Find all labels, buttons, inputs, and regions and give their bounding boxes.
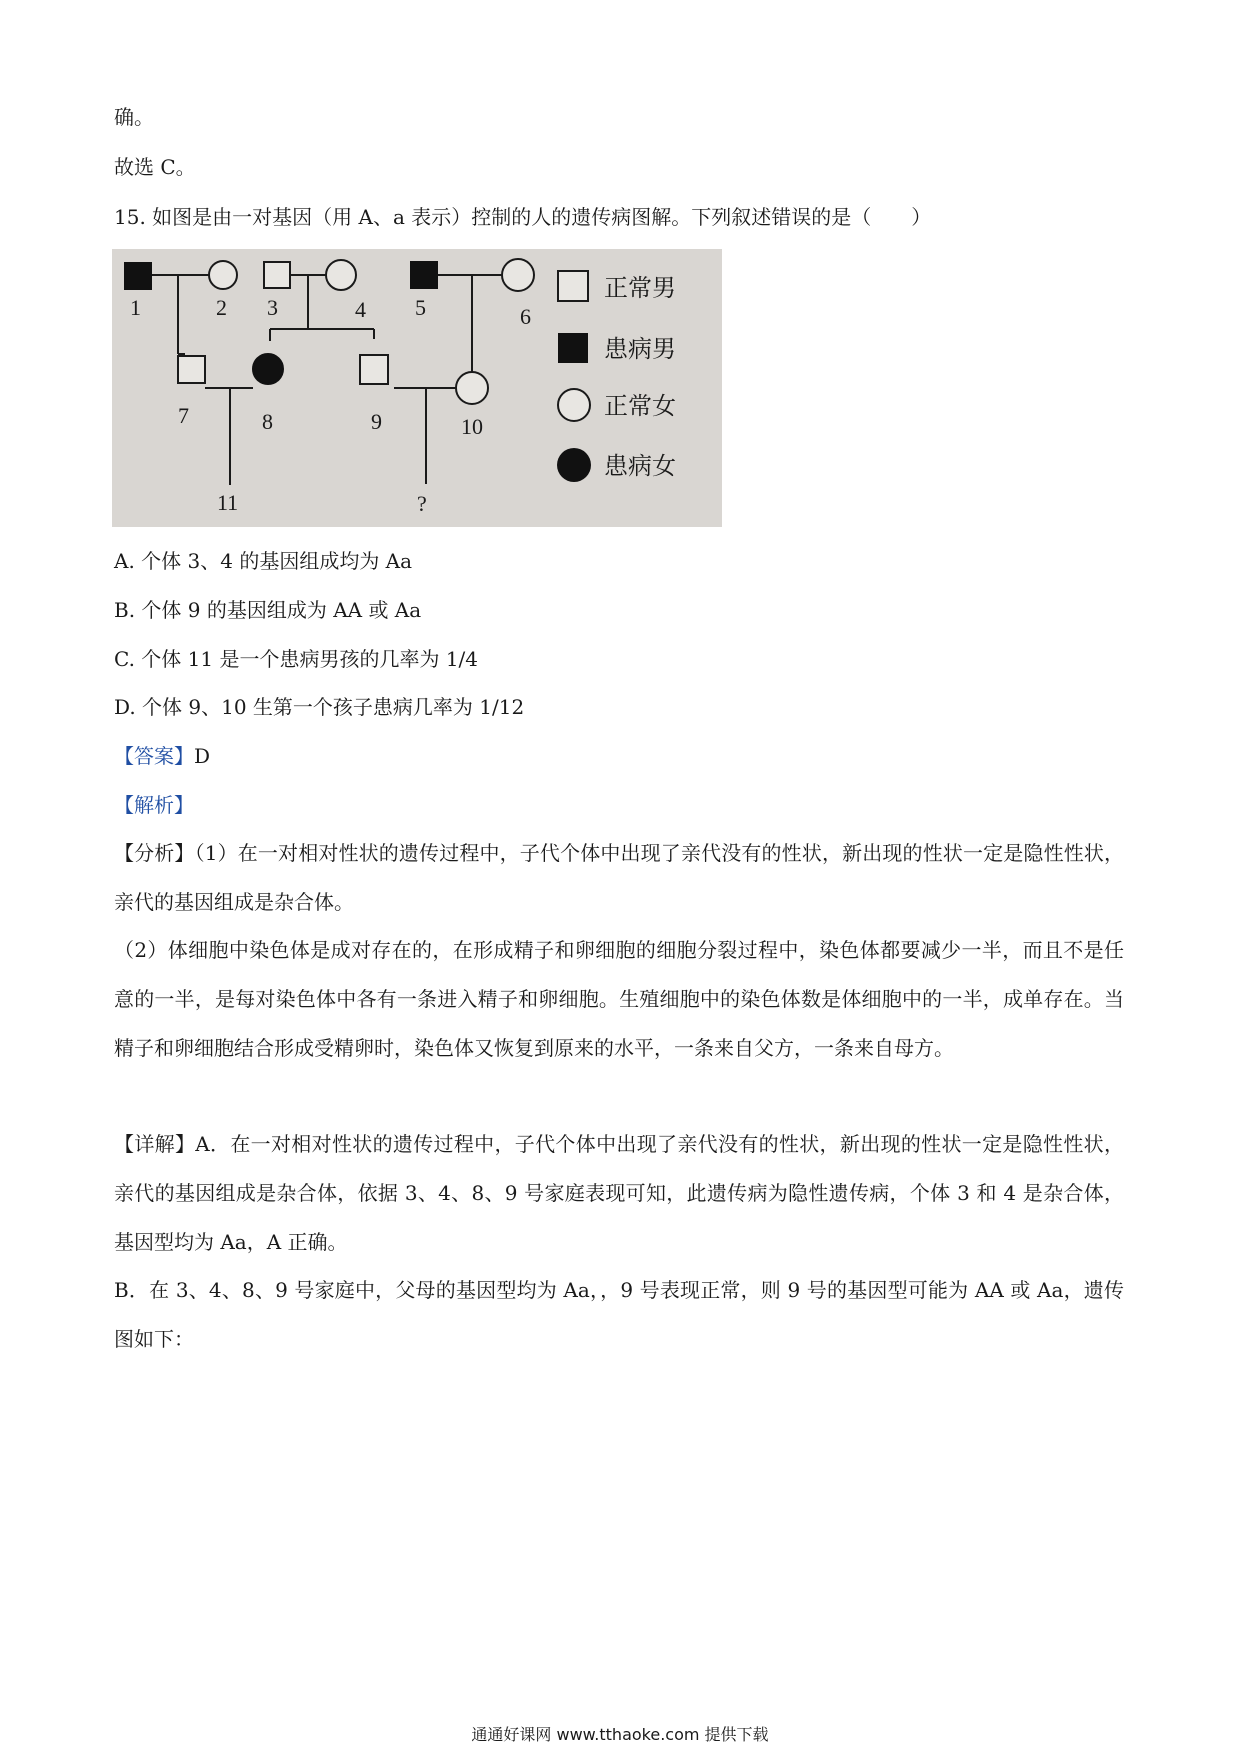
detail-paragraph-a	[114, 1120, 1124, 1267]
analysis-paragraph-1	[114, 829, 1124, 927]
analysis-head: 【分析】	[114, 841, 195, 865]
pedigree-label-6: 6	[520, 304, 531, 329]
legend-normal-female-label: 正常女	[604, 392, 676, 420]
analysis-label: 【解析】	[114, 793, 194, 817]
pedigree-individual-9-normal-male	[360, 355, 388, 384]
pedigree-label-11: 11	[217, 490, 239, 515]
pedigree-label-4: 4	[355, 297, 366, 322]
pedigree-label-8: 8	[262, 409, 273, 434]
pedigree-label-3: 3	[267, 295, 278, 320]
pedigree-individual-2-normal-female	[209, 261, 237, 289]
pedigree-individual-7-normal-male	[178, 356, 205, 383]
pedigree-individual-5-affected-male	[411, 262, 437, 288]
legend-affected-male-icon	[558, 333, 588, 363]
pedigree-individual-10-normal-female	[456, 372, 488, 404]
pedigree-individual-3-normal-male	[264, 262, 290, 288]
pedigree-label-9: 9	[371, 409, 382, 434]
legend-normal-female-icon	[558, 389, 590, 421]
detail-text-a: A．在一对相对性状的遗传过程中，子代个体中出现了亲代没有的性状，新出现的性状一定是隐性性状，亲代的基因组成是杂合体，依据 3、4、8、9 号家庭表现可知，此遗传病为隐性遗传病，个体 3 和 4 是杂合体，基因型均为 Aa，A 正确。	[114, 1132, 1125, 1254]
analysis-paragraph-2: （2）体细胞中染色体是成对存在的，在形成精子和卵细胞的细胞分裂过程中，染色体都要减少一半，而且不是任意的一半，是每对染色体中各有一条进入精子和卵细胞。生殖细胞中的染色体数是体细胞中的一半，成单存在。当精子和卵细胞结合形成受精卵时，染色体又恢复到原来的水平，一条来自父方，一条来自母方。	[114, 938, 1124, 1060]
question-15: 15. 如图是由一对基因（用 A、a 表示）控制的人的遗传病图解。下列叙述错误的是（ ）	[114, 205, 932, 229]
legend-normal-male-label: 正常男	[604, 274, 676, 302]
pedigree-figure	[112, 249, 722, 527]
pedigree-label-2: 2	[216, 295, 227, 320]
legend-affected-female-label: 患病女	[604, 452, 676, 480]
option-a: A. 个体 3、4 的基因组成均为 Aa	[114, 549, 413, 573]
legend-normal-male-icon	[558, 271, 588, 301]
text-line-1: 确。	[114, 105, 154, 129]
pedigree-label-unknown: ?	[417, 491, 427, 516]
option-d: D. 个体 9、10 生第一个孩子患病几率为 1/12	[114, 695, 525, 719]
analysis-text-1: （1）在一对相对性状的遗传过程中，子代个体中出现了亲代没有的性状，新出现的性状一定是隐性性状，亲代的基因组成是杂合体。	[114, 841, 1125, 914]
pedigree-individual-6-normal-female	[502, 259, 534, 291]
pedigree-label-1: 1	[130, 295, 141, 320]
pedigree-individual-4-normal-female	[326, 260, 356, 290]
legend-affected-male-label: 患病男	[604, 335, 676, 363]
detail-head: 【详解】	[114, 1132, 196, 1156]
pedigree-individual-8-affected-female	[253, 354, 283, 384]
text-line-2: 故选 C。	[114, 155, 196, 179]
answer	[114, 743, 210, 769]
pedigree-label-10: 10	[461, 414, 483, 439]
pedigree-individual-1-affected-male	[125, 263, 151, 289]
answer-label: 【答案】	[114, 744, 194, 768]
footer-source: 通通好课网 www.tthaoke.com 提供下载	[471, 1725, 769, 1744]
detail-paragraph-b: B．在 3、4、8、9 号家庭中，父母的基因型均为 Aa，，9 号表现正常，则 9 号的基因型可能为 AA 或 Aa，遗传图如下：	[114, 1278, 1124, 1351]
option-c: C. 个体 11 是一个患病男孩的几率为 1/4	[114, 647, 479, 671]
legend-affected-female-icon	[557, 448, 591, 482]
pedigree-chart	[112, 249, 722, 527]
answer-value: D	[194, 744, 211, 768]
pedigree-label-5: 5	[415, 295, 426, 320]
pedigree-label-7: 7	[178, 403, 189, 428]
option-b: B. 个体 9 的基因组成为 AA 或 Aa	[114, 598, 422, 622]
